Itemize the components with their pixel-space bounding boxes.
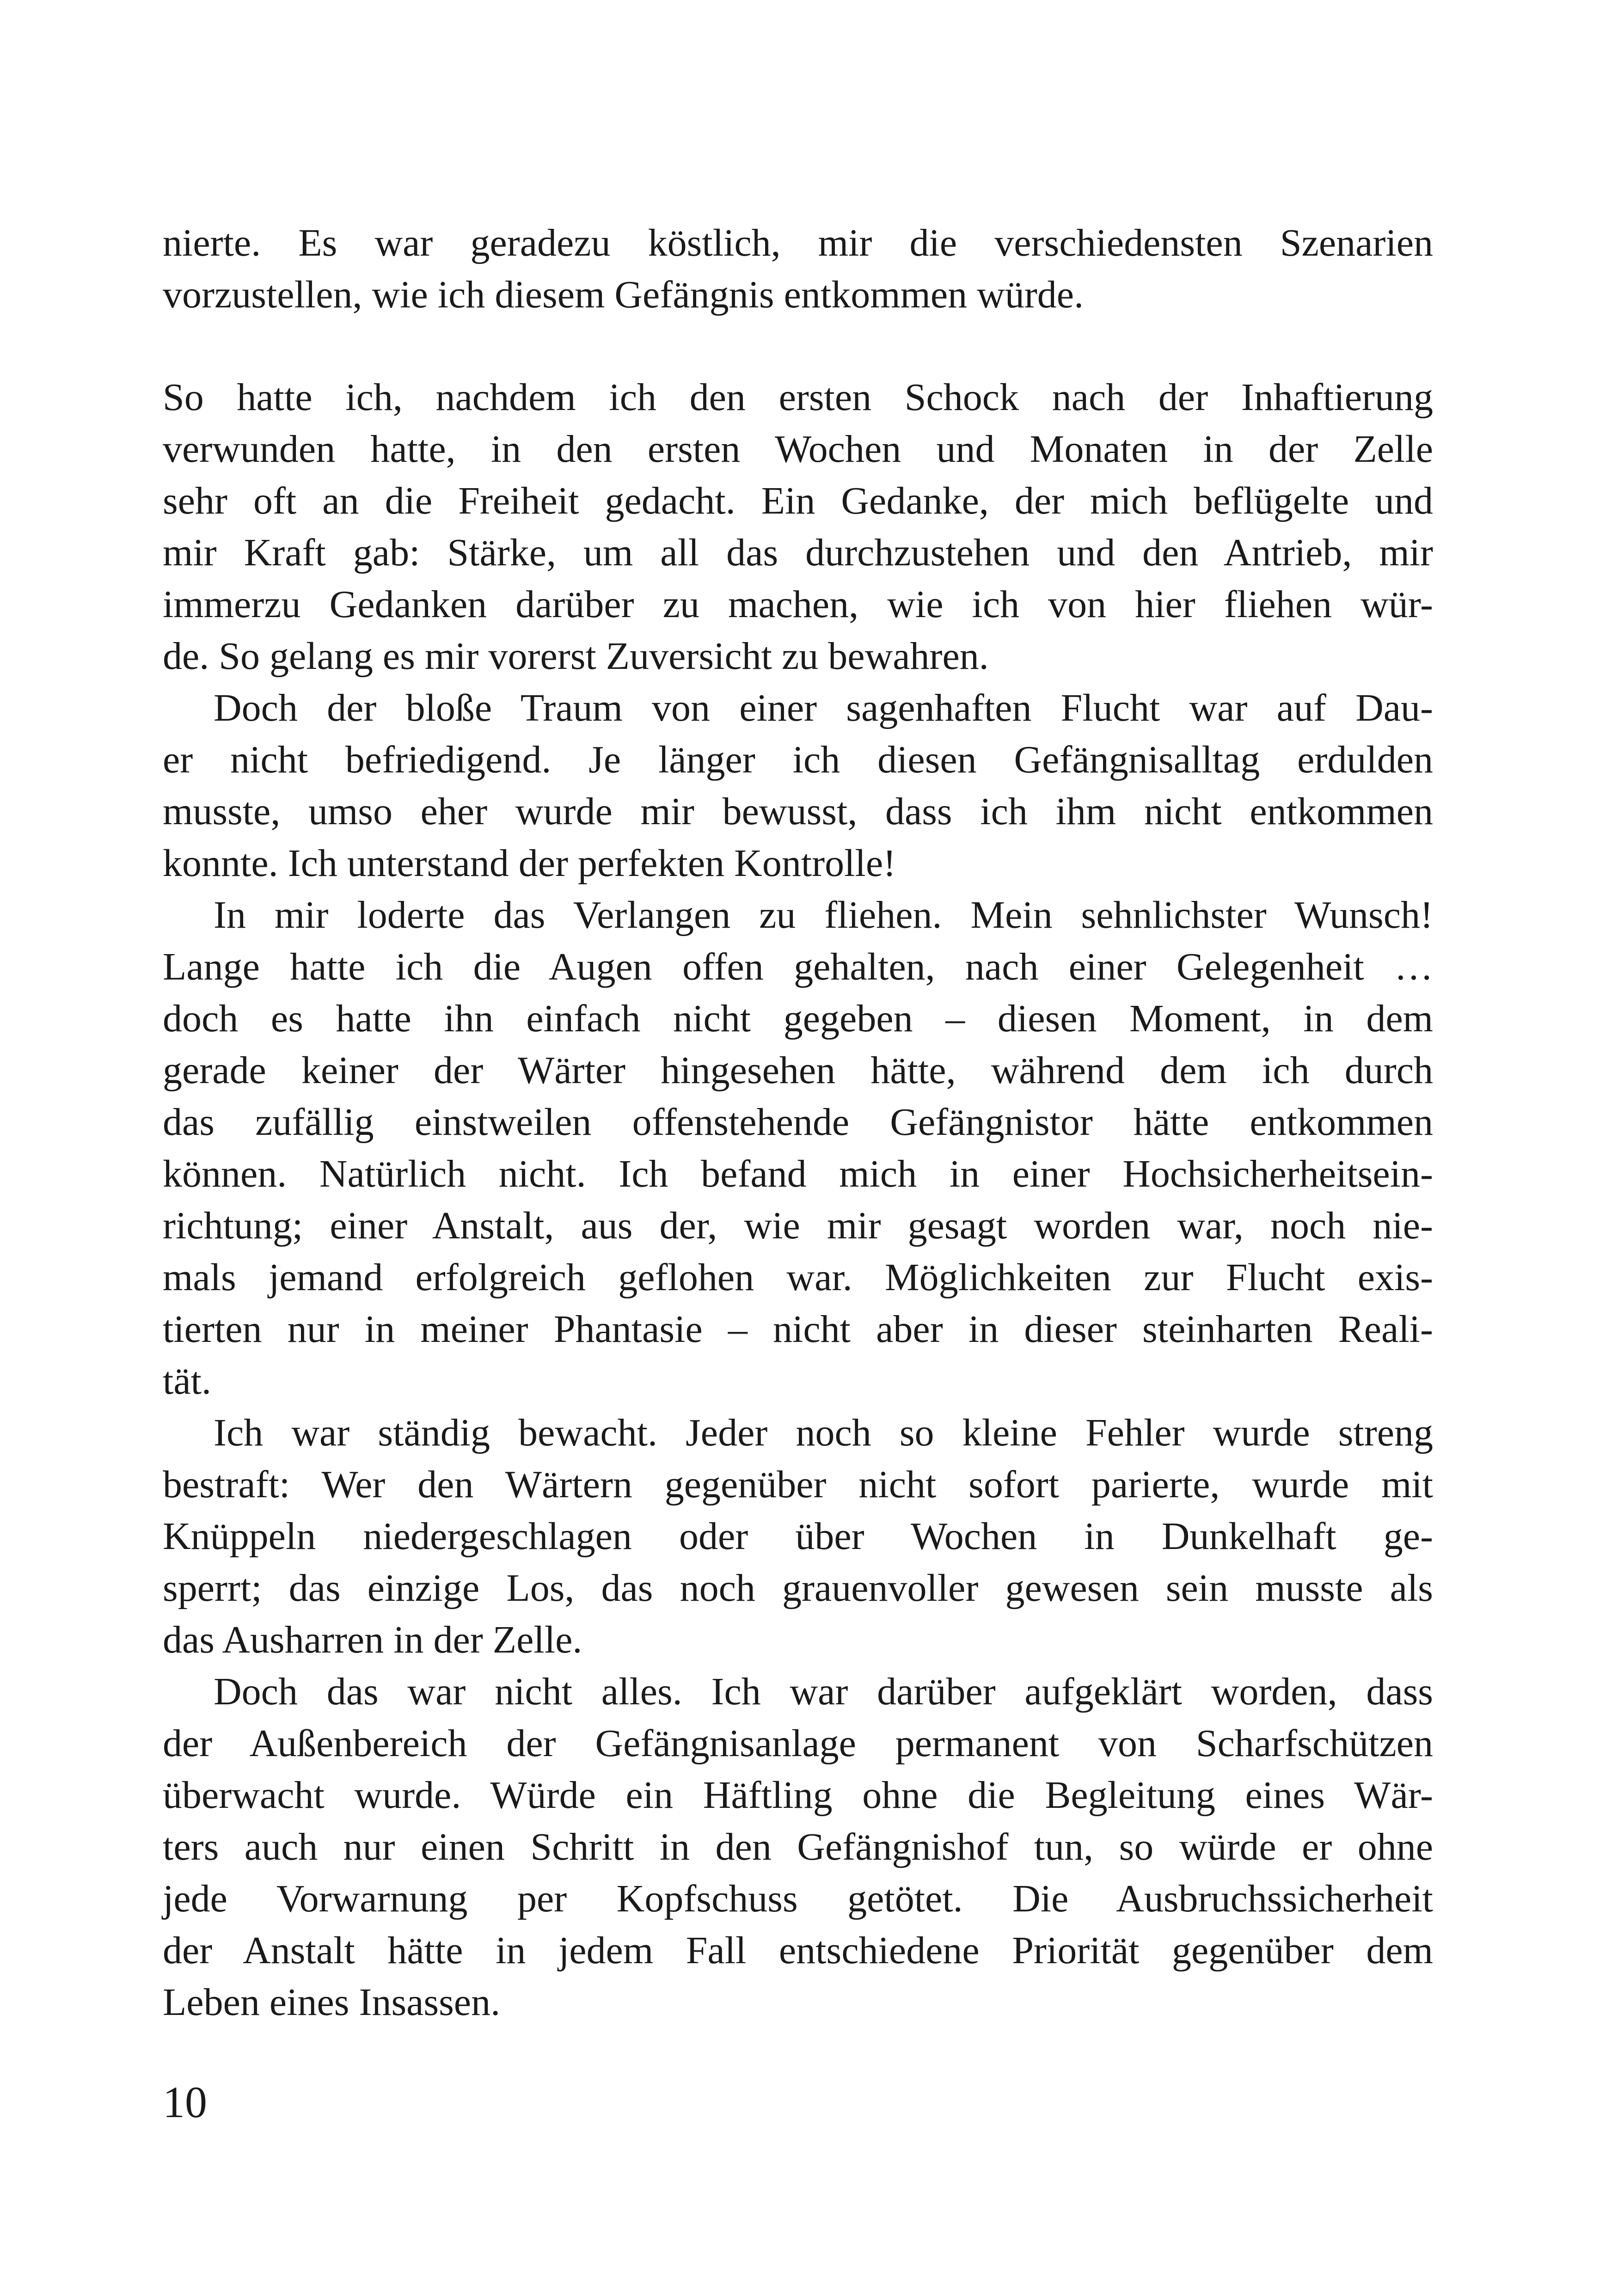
text-line: können. Natürlich nicht. Ich befand mich in einer Hochsicherheitsein- xyxy=(163,1152,1433,1195)
text-line: sehr oft an die Freiheit gedacht. Ein Gedanke, der mich beflügelte und xyxy=(163,479,1433,522)
text-line: nierte. Es war geradezu köstlich, mir die verschiedensten Szenarien xyxy=(163,221,1433,264)
text-line: tierten nur in meiner Phantasie – nicht aber in dieser steinharten Reali- xyxy=(163,1308,1433,1351)
text-line: Doch das war nicht alles. Ich war darüber aufgeklärt worden, dass xyxy=(214,1670,1433,1713)
text-line: doch es hatte ihn einfach nicht gegeben – diesen Moment, in dem xyxy=(163,997,1433,1040)
text-line: er nicht befriedigend. Je länger ich diesen Gefängnisalltag erdulden xyxy=(163,738,1433,781)
text-line: richtung; einer Anstalt, aus der, wie mir gesagt worden war, noch nie- xyxy=(163,1204,1433,1247)
text-line: das zufällig einstweilen offenstehende Gefängnistor hätte entkommen xyxy=(163,1101,1433,1144)
text-line: überwacht wurde. Würde ein Häftling ohne die Begleitung eines Wär- xyxy=(163,1774,1433,1817)
text-line: immerzu Gedanken darüber zu machen, wie ich von hier fliehen wür- xyxy=(163,583,1433,626)
text-line: In mir loderte das Verlangen zu fliehen. Mein sehnlichster Wunsch! xyxy=(214,894,1433,937)
text-line: bestraft: Wer den Wärtern gegenüber nicht sofort parierte, wurde mit xyxy=(163,1463,1433,1506)
paragraph xyxy=(163,889,1433,1407)
paragraph xyxy=(163,372,1433,682)
page-number: 10 xyxy=(163,2077,207,2127)
text-line: jede Vorwarnung per Kopfschuss getötet. Die Ausbruchssicherheit xyxy=(163,1877,1433,1920)
text-line: mir Kraft gab: Stärke, um all das durchzustehen und den Antrieb, mir xyxy=(163,531,1433,574)
text-line: Doch der bloße Traum von einer sagenhaften Flucht war auf Dau- xyxy=(214,686,1433,729)
body-text xyxy=(163,217,1433,2028)
text-line: So hatte ich, nachdem ich den ersten Schock nach der Inhaftierung xyxy=(163,376,1433,419)
text-line: sperrt; das einzige Los, das noch grauenvoller gewesen sein musste als xyxy=(163,1567,1433,1610)
section-gap xyxy=(163,321,1433,372)
text-line: das Ausharren in der Zelle. xyxy=(163,1618,582,1661)
text-line: der Außenbereich der Gefängnisanlage permanent von Scharfschützen xyxy=(163,1722,1433,1765)
text-line: der Anstalt hätte in jedem Fall entschiedene Priorität gegenüber dem xyxy=(163,1929,1433,1972)
text-line: tät. xyxy=(163,1359,211,1402)
text-line: verwunden hatte, in den ersten Wochen und Monaten in der Zelle xyxy=(163,428,1433,471)
text-line: musste, umso eher wurde mir bewusst, dass ich ihm nicht entkommen xyxy=(163,790,1433,833)
text-line: konnte. Ich unterstand der perfekten Kontrolle! xyxy=(163,842,896,885)
text-line: mals jemand erfolgreich geflohen war. Möglichkeiten zur Flucht exis- xyxy=(163,1256,1433,1299)
text-line: ters auch nur einen Schritt in den Gefängnishof tun, so würde er ohne xyxy=(163,1825,1433,1868)
text-line: de. So gelang es mir vorerst Zuversicht zu bewahren. xyxy=(163,635,989,678)
text-line: Knüppeln niedergeschlagen oder über Wochen in Dunkelhaft ge- xyxy=(163,1515,1433,1558)
paragraph xyxy=(163,1666,1433,2028)
paragraph xyxy=(163,1407,1433,1666)
text-line: Lange hatte ich die Augen offen gehalten, nach einer Gelegenheit … xyxy=(163,945,1433,988)
paragraph xyxy=(163,217,1433,321)
paragraph xyxy=(163,682,1433,889)
text-line: gerade keiner der Wärter hingesehen hätte, während dem ich durch xyxy=(163,1049,1433,1092)
text-line: Ich war ständig bewacht. Jeder noch so kleine Fehler wurde streng xyxy=(214,1411,1433,1454)
text-line: vorzustellen, wie ich diesem Gefängnis entkommen würde. xyxy=(163,273,1084,316)
text-line: Leben eines Insassen. xyxy=(163,1981,501,2024)
